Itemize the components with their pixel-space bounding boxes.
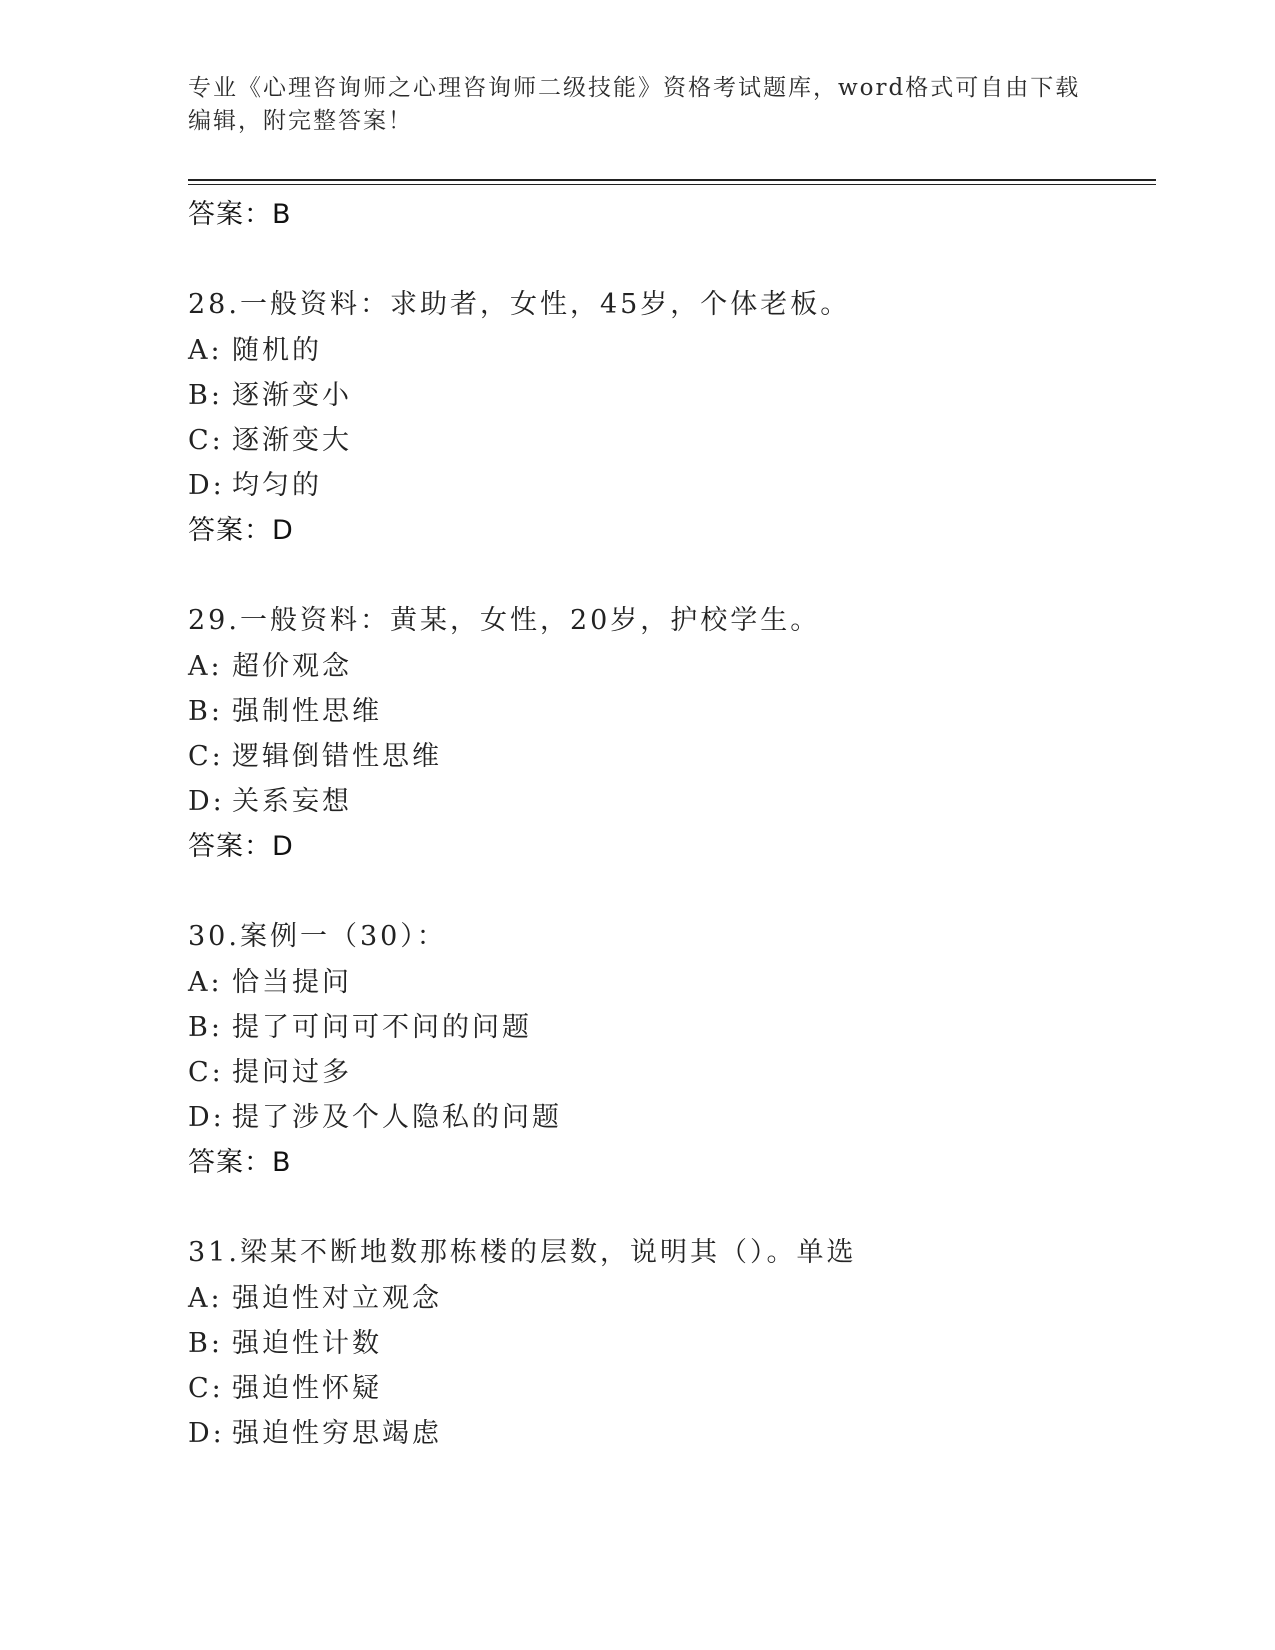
- question-block: [188, 914, 1148, 1186]
- question-title: 29.一般资料：黄某，女性，20岁，护校学生。: [188, 605, 821, 636]
- option-text: 强迫性怀疑: [232, 1373, 382, 1404]
- option-a: [188, 644, 1148, 689]
- option-letter: A:: [188, 651, 223, 682]
- spacer: [188, 870, 1148, 914]
- option-a: [188, 1276, 1148, 1321]
- option-b: [188, 689, 1148, 734]
- option-letter: D:: [188, 786, 225, 817]
- spacer: [188, 1186, 1148, 1230]
- option-d: [188, 1411, 1148, 1456]
- answer-line: 答案：B: [188, 199, 292, 230]
- option-c: [188, 734, 1148, 779]
- option-b: [188, 373, 1148, 418]
- option-letter: B:: [188, 696, 223, 727]
- option-text: 提了可问可不问的问题: [232, 1012, 532, 1043]
- answer-line: 答案：B: [188, 1147, 292, 1178]
- option-letter: C:: [188, 425, 224, 456]
- option-b: [188, 1321, 1148, 1366]
- option-b: [188, 1005, 1148, 1050]
- option-letter: D:: [188, 1418, 225, 1449]
- option-text: 逐渐变小: [232, 380, 352, 411]
- option-letter: C:: [188, 1057, 224, 1088]
- question-block: [188, 282, 1148, 554]
- option-letter: A:: [188, 335, 223, 366]
- option-d: [188, 463, 1148, 508]
- question-title: 31.梁某不断地数那栋楼的层数，说明其（）。单选: [188, 1237, 857, 1268]
- option-text: 强制性思维: [232, 696, 382, 727]
- option-text: 提问过多: [232, 1057, 352, 1088]
- option-text: 恰当提问: [232, 967, 352, 998]
- option-c: [188, 1366, 1148, 1411]
- option-a: [188, 328, 1148, 373]
- answer-line: 答案：D: [188, 515, 294, 546]
- header-divider: [188, 179, 1156, 185]
- question-block: [188, 598, 1148, 870]
- option-letter: C:: [188, 741, 224, 772]
- header-line-1: 专业《心理咨询师之心理咨询师二级技能》资格考试题库，word格式可自由下载: [188, 75, 1081, 101]
- option-c: [188, 1050, 1148, 1095]
- option-letter: D:: [188, 470, 225, 501]
- option-d: [188, 779, 1148, 824]
- document-header: [188, 72, 1088, 138]
- option-text: 强迫性穷思竭虑: [232, 1418, 442, 1449]
- option-a: [188, 960, 1148, 1005]
- option-text: 提了涉及个人隐私的问题: [232, 1102, 562, 1133]
- spacer: [188, 554, 1148, 598]
- option-text: 关系妄想: [232, 786, 352, 817]
- option-text: 超价观念: [232, 651, 352, 682]
- option-letter: D:: [188, 1102, 225, 1133]
- option-letter: C:: [188, 1373, 224, 1404]
- header-line-2: 编辑，附完整答案！: [188, 108, 413, 134]
- option-text: 逐渐变大: [232, 425, 352, 456]
- option-text: 逻辑倒错性思维: [232, 741, 442, 772]
- option-letter: B:: [188, 380, 223, 411]
- question-title: 30.案例一（30）：: [188, 921, 447, 952]
- question-list: [188, 192, 1148, 1456]
- option-text: 强迫性对立观念: [232, 1283, 442, 1314]
- option-letter: B:: [188, 1328, 223, 1359]
- answer-line: 答案：D: [188, 831, 294, 862]
- option-letter: A:: [188, 967, 223, 998]
- option-c: [188, 418, 1148, 463]
- question-title: 28.一般资料：求助者，女性，45岁，个体老板。: [188, 289, 851, 320]
- option-text: 随机的: [232, 335, 322, 366]
- option-text: 强迫性计数: [232, 1328, 382, 1359]
- option-d: [188, 1095, 1148, 1140]
- option-text: 均匀的: [232, 470, 322, 501]
- option-letter: A:: [188, 1283, 223, 1314]
- option-letter: B:: [188, 1012, 223, 1043]
- spacer: [188, 238, 1148, 282]
- question-block: [188, 1230, 1148, 1456]
